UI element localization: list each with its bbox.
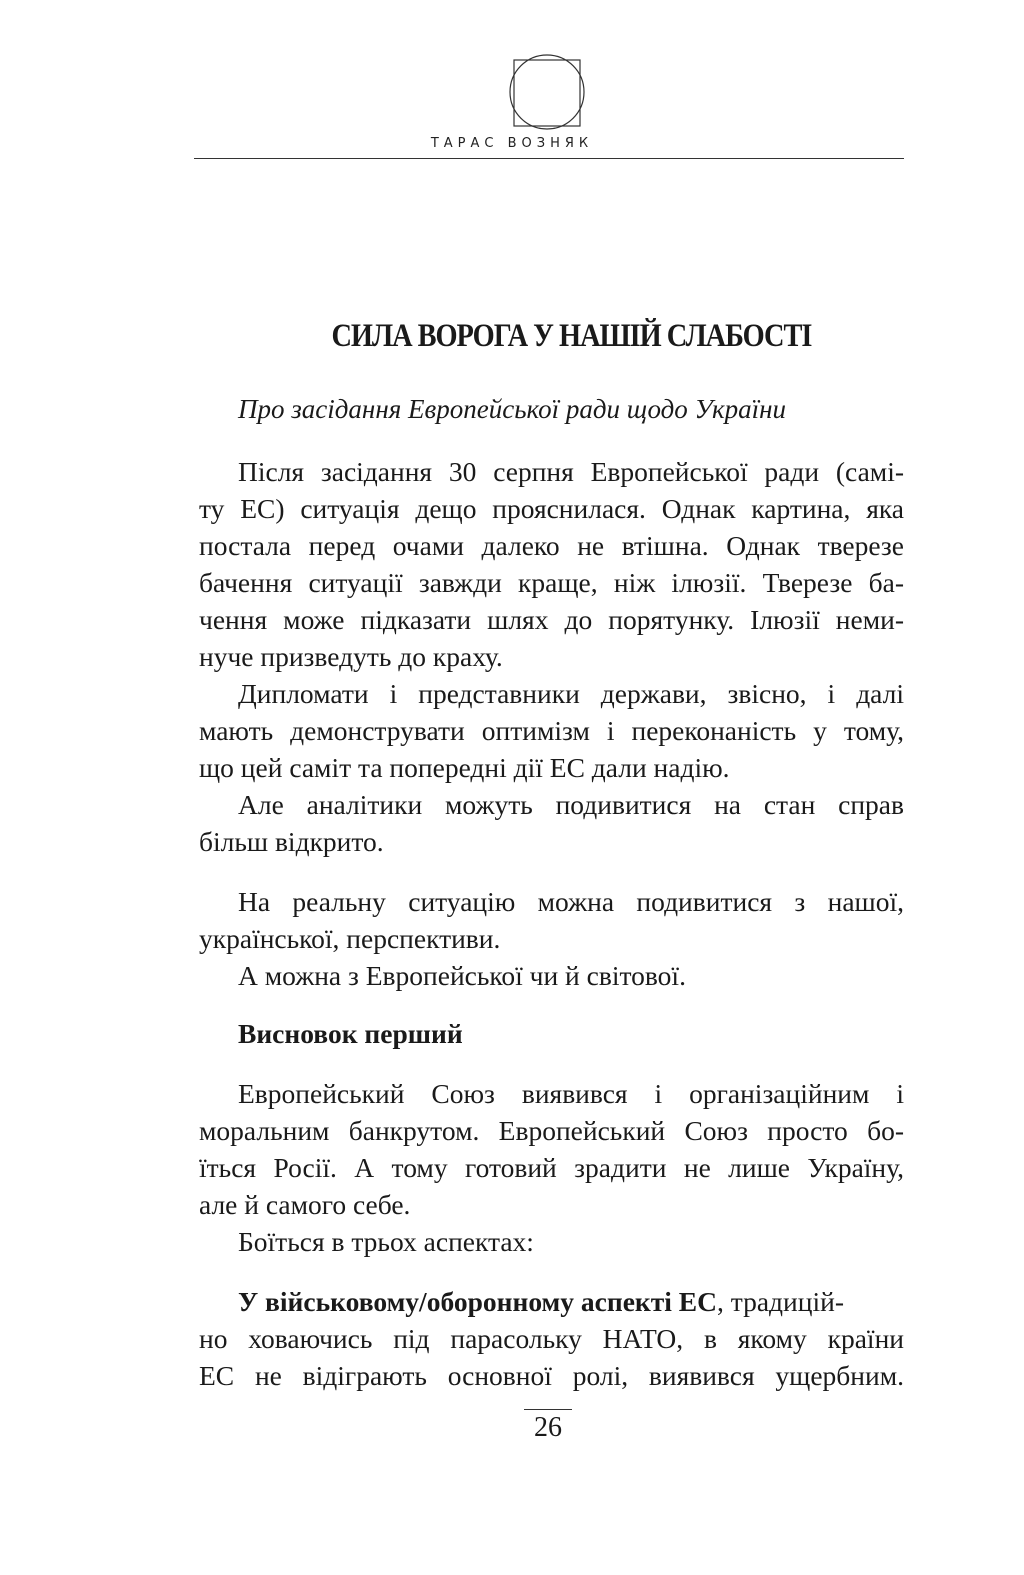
text-line: мають демонструвати оптимізм і переконаність у тому, [199,717,904,746]
text-line: моральним банкрутом. Европейський Союз просто бо- [199,1117,904,1146]
text-line: Але аналітики можуть подивитися на стан справ [238,791,904,820]
text-line: Дипломати і представники держави, звісно, і далі [238,680,904,709]
article-title: СИЛА ВОРОГА У НАШІЙ СЛАБОСТІ [331,318,812,354]
text-line: Після засідання 30 серпня Европейської ради (самі- [238,458,904,487]
running-head-author: ТАРАС ВОЗНЯК [430,136,594,151]
text-line: постала перед очами далеко не втішна. Однак тверезе [199,532,904,561]
text-line: ту ЕС) ситуація дещо прояснилася. Однак картина, яка [199,495,904,524]
text-line: Европейський Союз виявився і організаційним і [238,1080,904,1109]
text-line: але й самого себе. [199,1189,411,1220]
article-subtitle: Про засідання Европейської ради щодо України [238,394,787,424]
page-number: 26 [534,1412,562,1443]
section-heading: Висновок перший [238,1018,463,1049]
text-line: нуче призведуть до краху. [199,641,503,672]
text-line: но ховаючись під парасольку НАТО, в якому країни [199,1325,904,1354]
text-line: української, перспективи. [199,923,501,954]
text-line: чення може підказати шлях до порятунку. Ілюзії неми- [199,606,904,635]
text-line: що цей саміт та попередні дії ЕС дали надію. [199,752,730,783]
header-rule [194,158,904,159]
text-line: бачення ситуації завжди краще, ніж ілюзії. Тверезе ба- [199,569,904,598]
circle-square-emblem-icon [508,50,586,134]
text-line: більш відкрито. [199,826,384,857]
text-run: , традицій- [716,1286,844,1317]
text-line: ЕС не відіграють основної ролі, виявився ущербним. [199,1362,904,1391]
text-line: Боїться в трьох аспектах: [238,1226,534,1257]
text-line-mixed [238,1288,904,1316]
text-line: На реальну ситуацію можна подивитися з нашої, [238,888,904,917]
page-number-rule [524,1409,572,1410]
text-line: А можна з Европейської чи й світової. [238,960,686,991]
bold-lead-phrase: У військовому/оборонному аспекті ЕС [238,1286,717,1317]
text-line: їться Росії. А тому готовий зрадити не лише Україну, [199,1154,904,1183]
